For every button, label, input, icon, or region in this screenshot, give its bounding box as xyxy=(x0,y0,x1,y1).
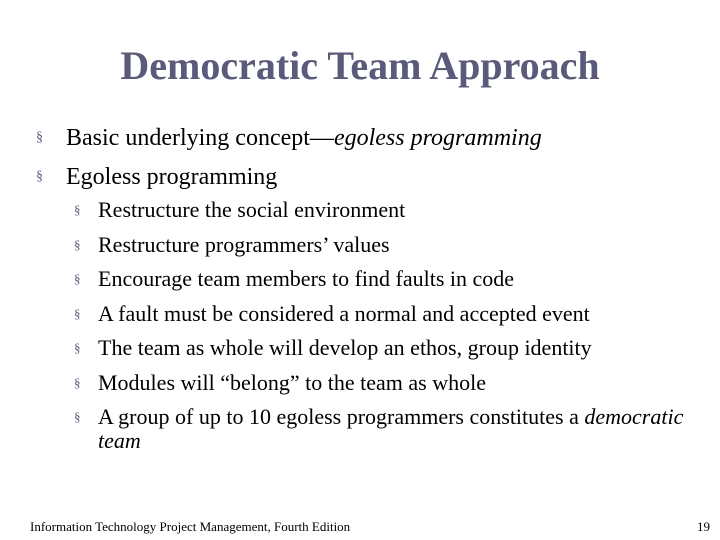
sub-bullet-text: A group of up to 10 egoless programmers constitutes a xyxy=(98,404,585,429)
bullet-text: Basic underlying concept— xyxy=(66,125,334,151)
bullet-marker-icon: § xyxy=(36,130,43,145)
sub-bullet-text: Restructure programmers’ values xyxy=(98,231,390,257)
bullet-marker-icon: § xyxy=(36,169,43,184)
bullet-list-level1 xyxy=(36,126,696,204)
slide-title: Democratic Team Approach xyxy=(120,43,600,88)
sub-bullet-text: The team as whole will develop an ethos, group identity xyxy=(98,335,592,360)
bullet-marker-icon: § xyxy=(74,202,81,217)
bullet-marker-icon: § xyxy=(74,236,81,252)
sub-bullet-text: Modules will “belong” to the team as whole xyxy=(98,369,486,395)
bullet-marker-icon: § xyxy=(74,340,81,355)
sub-bullet-item xyxy=(74,405,704,453)
footer-text: Information Technology Project Management, Fourth Edition xyxy=(30,519,351,534)
sub-bullet-item xyxy=(74,267,704,291)
sub-bullet-text: Encourage team members to find faults in code xyxy=(98,266,515,291)
bullet-list-level2 xyxy=(74,198,704,464)
bullet-emphasis-text: egoless programming xyxy=(333,125,542,151)
sub-bullet-text: A fault must be considered a normal and accepted event xyxy=(98,300,590,326)
sub-bullet-emphasis-text: democratic team xyxy=(98,404,684,453)
bullet-marker-icon: § xyxy=(74,409,81,424)
bullet-item xyxy=(36,165,696,189)
sub-bullet-item xyxy=(74,233,704,257)
bullet-item xyxy=(36,126,696,150)
page-number: 19 xyxy=(697,519,710,534)
bullet-marker-icon: § xyxy=(74,374,81,390)
sub-bullet-text: Restructure the social environment xyxy=(98,197,406,222)
bullet-marker-icon: § xyxy=(74,271,81,286)
bullet-marker-icon: § xyxy=(74,305,81,321)
sub-bullet-item xyxy=(74,371,704,395)
bullet-text: Egoless programming xyxy=(66,164,278,190)
sub-bullet-item xyxy=(74,336,704,360)
sub-bullet-item xyxy=(74,302,704,326)
sub-bullet-item xyxy=(74,198,704,222)
